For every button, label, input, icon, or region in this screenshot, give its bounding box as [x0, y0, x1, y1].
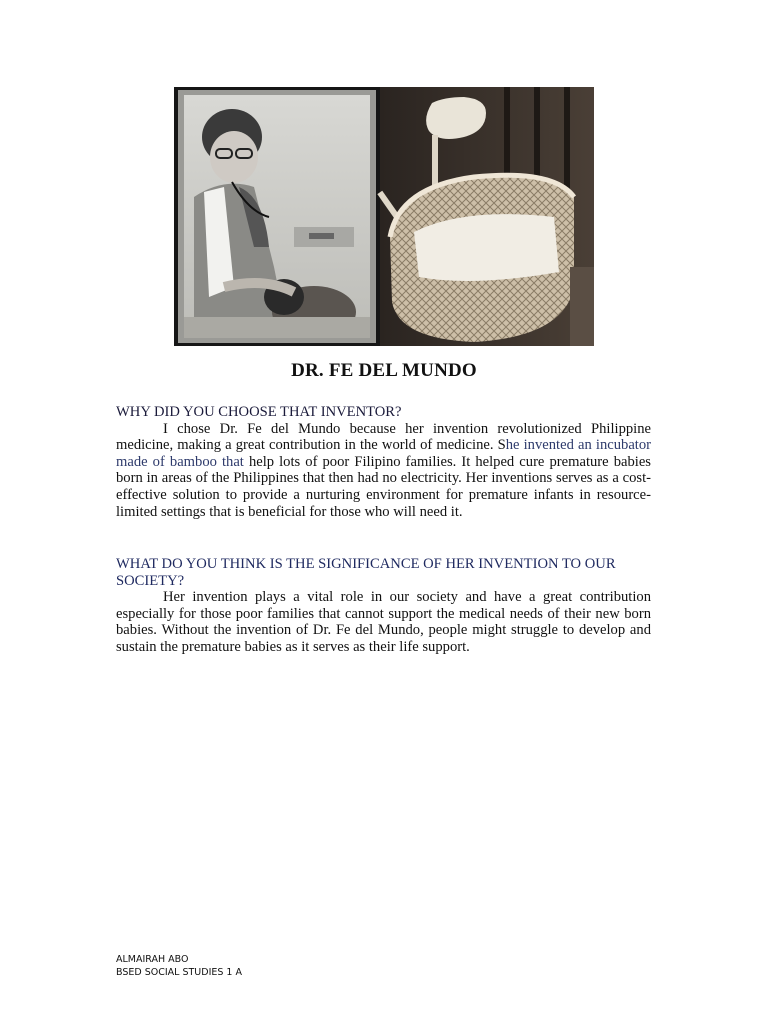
section-significance: [116, 556, 651, 656]
answer-part: he invented an incubator made of bamboo that: [116, 437, 652, 470]
section-question: WHY DID YOU CHOOSE THAT INVENTOR?: [116, 404, 402, 420]
footer: [116, 953, 242, 979]
photo-illustration: [174, 87, 594, 346]
section-answer: Her invention plays a vital role in our society and have a great contribution especially for those poor families that cannot support the medical needs of their new born babies. Without the invention of Dr. Fe del Mundo, people might struggle to develop and sustain the premature babies as it serves as their life support.: [116, 589, 651, 655]
answer-part: I chose Dr. Fe del Mundo because her invention revolutionized Philippine medicine, making a great contribution in the world of medicine. S: [116, 420, 651, 454]
doctor-photo-panel: [174, 87, 380, 346]
page-title: DR. FE DEL MUNDO: [291, 360, 477, 381]
author-course: BSED SOCIAL STUDIES 1 A: [116, 967, 242, 978]
section-answer: [116, 421, 651, 521]
section-question: WHAT DO YOU THINK IS THE SIGNIFICANCE OF HER INVENTION TO OUR SOCIETY?: [116, 556, 616, 589]
incubator-photo-panel: [377, 87, 594, 346]
answer-part: help lots of poor Filipino families. It helped cure premature babies born in areas of the Philippines that then had no electricity. Her inventions serves as a cost-effective solution to provide a nurturing environment for premature infants in resource-limited settings that is beneficial for those who will need it.: [116, 453, 651, 520]
author-name: ALMAIRAH ABO: [116, 954, 189, 965]
section-why-inventor: [116, 404, 651, 520]
header-photo-collage: [174, 87, 594, 346]
